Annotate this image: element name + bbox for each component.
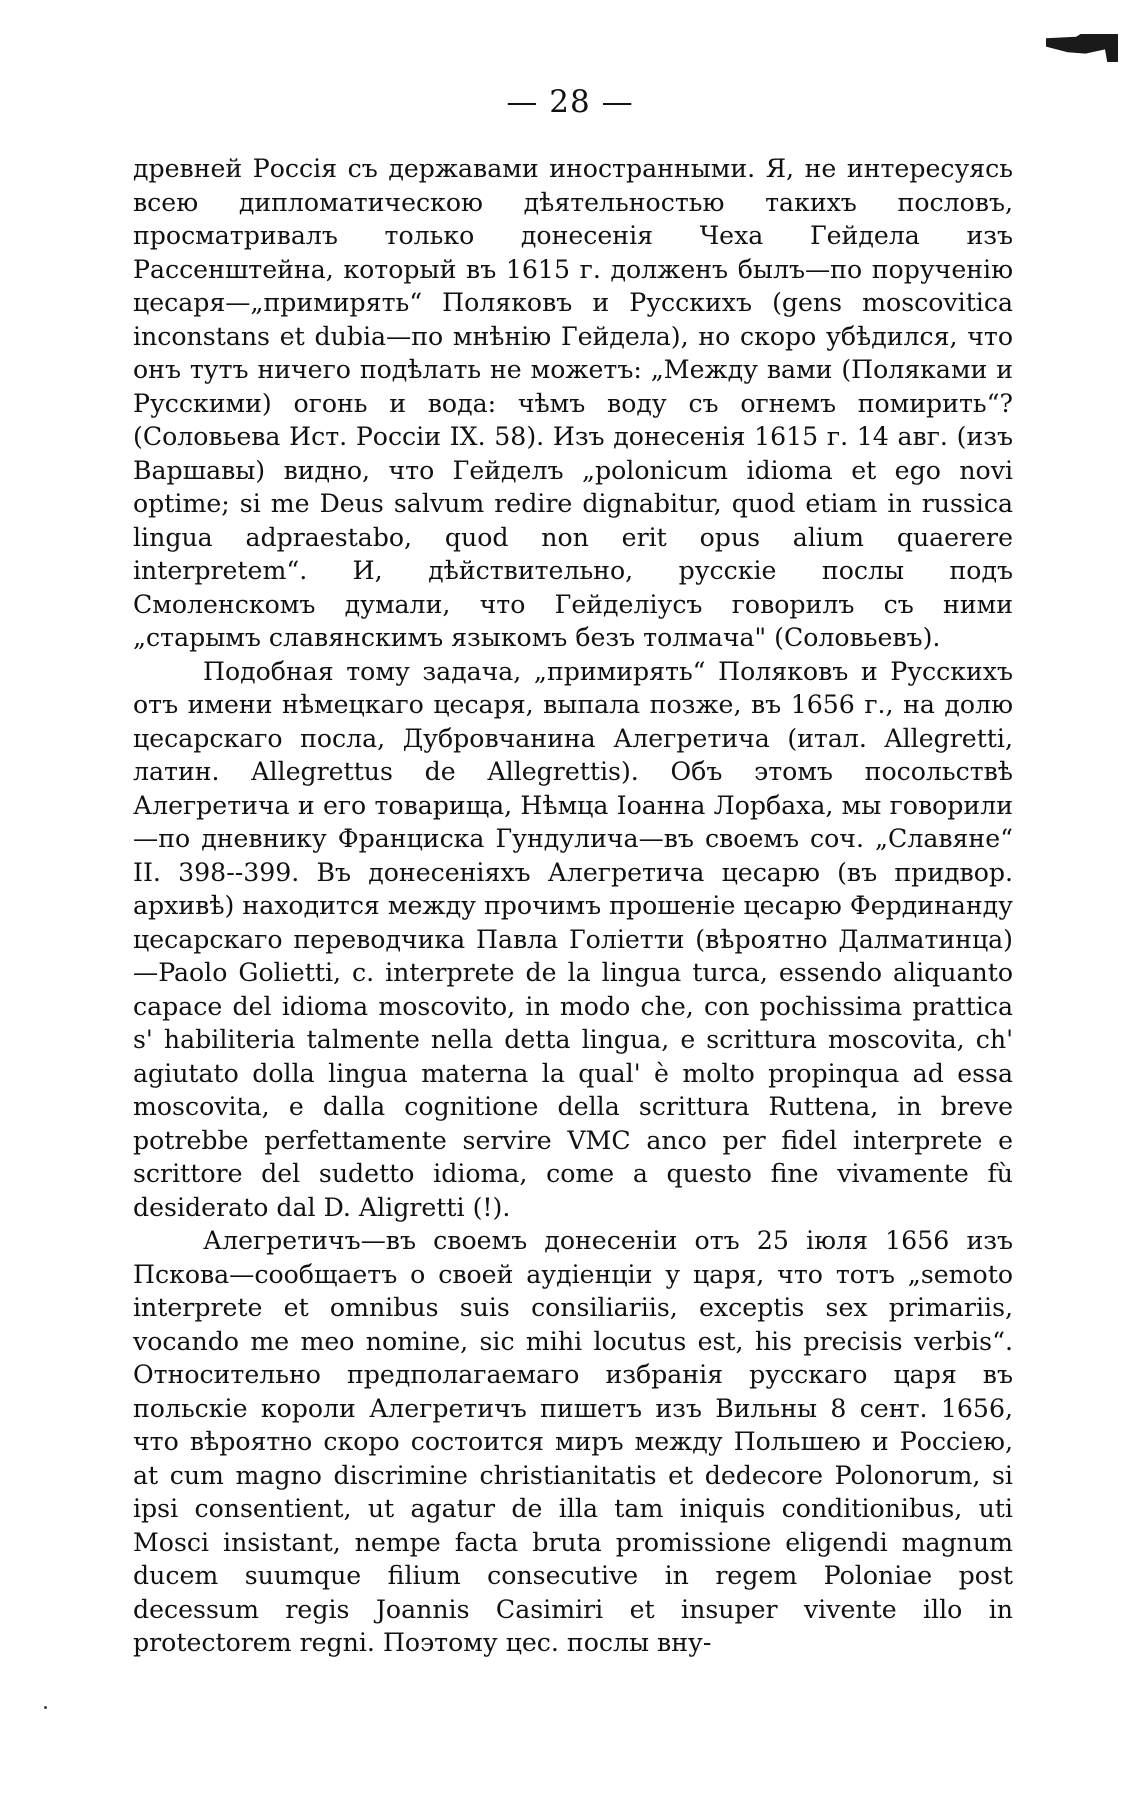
paragraph-3: Алегретичъ—въ своемъ донесеніи отъ 25 іюля 1656 изъ Пскова—сообщаетъ о своей аудіенціи у царя, что тотъ „semoto interprete et omnibus suis consiliariis, exceptis sex primariis, vocando me meo nomine, sic mihi locutus est, his precisis verbis“. Относительно предполагаемаго избранія русскаго царя въ польскіе короли Алегретичъ пишетъ изъ Вильны 8 сент. 1656, что вѣроятно скоро состоится миръ между Польшею и Россіею, at cum magno discrimine christianitatis et dedecore Polonorum, si ipsi consentient, ut agatur de illa tam iniquis conditionibus, uti Mosci insistant, nempe facta bruta promissione eligendi magnum ducem suumque filium consecutive in regem Poloniae post decessum regis Joannis Casimiri et insuper vivente illo in protectorem regni. Поэтому цес. послы вну-: [133, 1226, 1013, 1657]
page-number: — 28 —: [506, 84, 634, 120]
paragraph-1: древней Россія съ державами иностранными. Я, не интересуясь всею дипломатическою дѣятельностью такихъ пословъ, просматривалъ только донесенія Чеха Гейдела изъ Рассенштейна, который въ 1615 г. долженъ былъ—по порученію цесаря—„примирять“ Поляковъ и Русскихъ (gens moscovitica inconstans et dubia—по мнѣнію Гейдела), но скоро убѣдился, что онъ тутъ ничего подѣлать не можетъ: „Между вами (Поляками и Русскими) огонь и вода: чѣмъ воду съ огнемъ помирить“? (Соловьева Ист. Россіи IX. 58). Изъ донесенія 1615 г. 14 авг. (изъ Варшавы) видно, что Гейделъ „polonicum idioma et ego novi optime; si me Deus salvum redire dignabitur, quod etiam in russica lingua adpraestabo, quod non erit opus alium quaerere interpretem“. И, дѣйствительно, русскіе послы подъ Смоленскомъ думали, что Гейделіусъ говорилъ съ ними „старымъ славянскимъ языкомъ безъ толмача" (Соловьевъ).: [133, 154, 1013, 652]
page-body: [133, 152, 1013, 1660]
paragraph-2: Подобная тому задача, „примирять“ Поляковъ и Русскихъ отъ имени нѣмецкаго цесаря, выпала позже, въ 1656 г., на долю цесарскаго посла, Дубровчанина Алегретича (итал. Allegretti, латин. Allegrettus de Allegrettis). Объ этомъ посольствѣ Алегретича и его товарища, Нѣмца Іоанна Лорбаха, мы говорили—по дневнику Франциска Гундулича—въ своемъ соч. „Славяне“ II. 398--399. Въ донесеніяхъ Алегретича цесарю (въ придвор. архивѣ) находится между прочимъ прошеніе цесарю Фердинанду цесарскаго переводчика Павла Голіетти (вѣроятно Далматинца)—Paolo Golietti, c. interprete de la lingua turca, essendo aliquanto capace del idioma moscovito, in modo che, con pochissima prattica s' habiliteria talmente nella detta lingua, e scrittura moscovita, ch' agiutato dolla lingua materna la qual' è molto propinqua ad essa moscovita, e dalla cognitione della scrittura Ruttena, in breve potrebbe perfettamente servire VMC anco per fidel interprete e scrittore del sudetto idioma, come a questo fine vivamente fù desiderato dal D. Aligretti (!).: [133, 656, 1013, 1222]
scan-speck: [44, 1706, 47, 1709]
scan-edge-mark: [1046, 34, 1118, 62]
